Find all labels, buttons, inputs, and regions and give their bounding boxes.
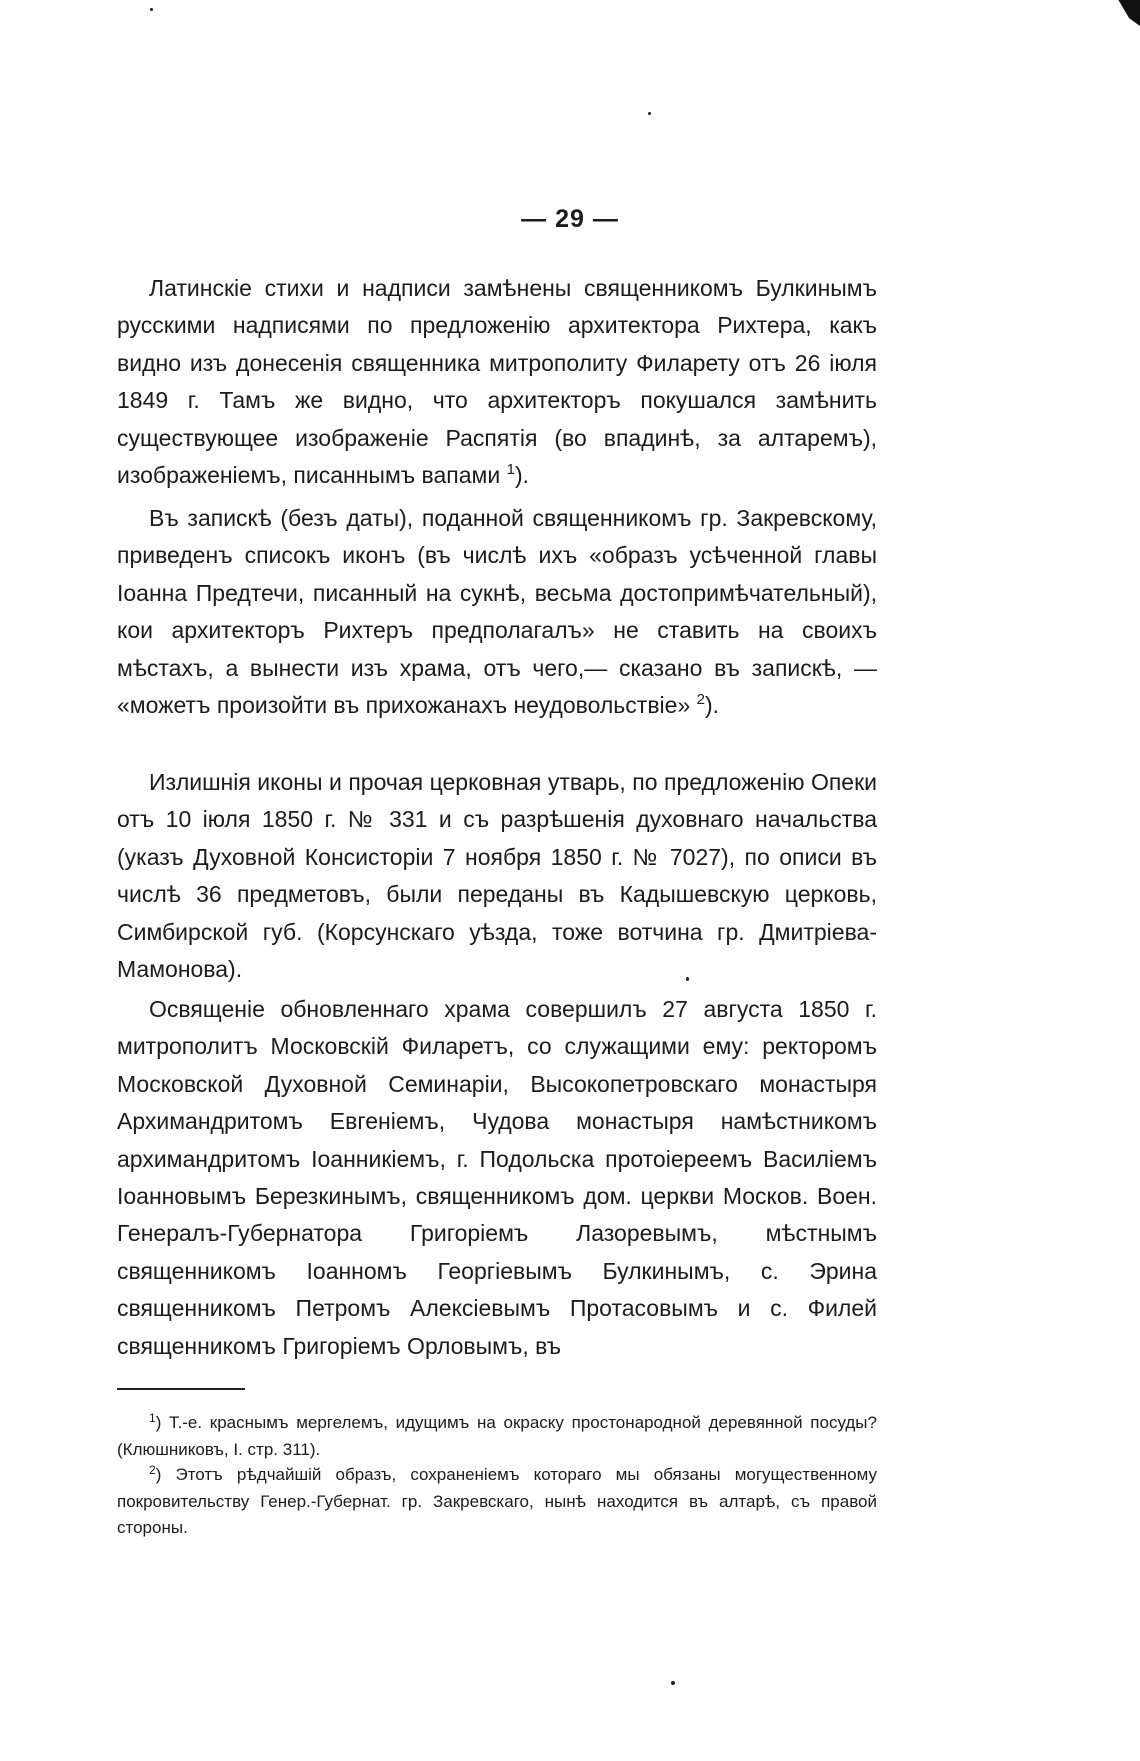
scan-speck	[150, 8, 153, 11]
footnote-1	[117, 1410, 877, 1463]
scan-speck	[648, 112, 651, 115]
paragraph-3	[117, 764, 877, 988]
paragraph-4	[117, 991, 877, 1365]
footnote-ref-close: ).	[514, 462, 529, 489]
page-number: — 29 —	[521, 205, 619, 233]
footnote-mark: 1	[149, 1411, 156, 1425]
footnote-2	[117, 1462, 877, 1542]
paragraph-text: Излишнія иконы и прочая церковная утварь, по предложенію Опеки отъ 10 іюля 1850 г. № 331 и съ разрѣшенія духовнаго начальства (указъ Духовной Консисторіи 7 ноября 1850 г. № 7027), по описи въ числѣ 36 предметовъ, были переданы въ Кадышевскую церковь, Симбирской губ. (Корсунскаго уѣзда, тоже вотчина гр. Дмитріева-Мамонова).	[117, 769, 877, 983]
footnote-ref-close: ).	[704, 692, 720, 719]
footnote-text: ) Этотъ рѣдчайшій образъ, сохраненіемъ котораго мы обязаны могущественному покровительству Генер.-Губернат. гр. Закревскаго, нынѣ находится въ алтарѣ, съ правой стороны.	[117, 1465, 877, 1537]
scan-speck	[671, 1681, 675, 1685]
paragraph-text: Латинскіе стихи и надписи замѣнены священникомъ Булкинымъ русскими надписями по предложенію архитектора Рихтера, какъ видно изъ донесенія священника митрополиту Филарету отъ 26 іюля 1849 г. Тамъ же видно, что архитекторъ покушался замѣнить существующее изображеніе Распятія (во впадинѣ, за алтаремъ), изображеніемъ, писаннымъ вапами	[117, 275, 877, 489]
paragraph-2	[117, 500, 877, 724]
paragraph-text: Въ запискѣ (безъ даты), поданной священникомъ гр. Закревскому, приведенъ списокъ иконъ (въ числѣ ихъ «образъ усѣченной главы Іоанна Предтечи, писанный на сукнѣ, весьма достопримѣчательный), кои архитекторъ Рихтеръ предполагалъ» не ставить на своихъ мѣстахъ, а вынести изъ храма, отъ чего,— сказано въ запискѣ, — «можетъ произойти въ прихожанахъ неудовольствіе»	[117, 505, 877, 719]
footnote-divider	[117, 1388, 245, 1390]
paragraph-1	[117, 270, 877, 494]
footnote-ref: 1	[506, 461, 515, 479]
scan-edge-mark	[1116, 0, 1140, 26]
footnote-ref: 2	[696, 691, 705, 709]
paragraph-text: Освященіе обновленнаго храма совершилъ 27 августа 1850 г. митрополитъ Московскій Филаретъ, со служащими ему: ректоромъ Московской Духовной Семинаріи, Высокопетровскаго монастыря Архимандритомъ Евгеніемъ, Чудова монастыря намѣстникомъ архимандритомъ Іоанникіемъ, г. Подольска протоіереемъ Василіемъ Іоанновымъ Березкинымъ, священникомъ дом. церкви Москов. Воен. Генералъ-Губернатора Григоріемъ Лазоревымъ, мѣстнымъ священникомъ Іоанномъ Георгіевымъ Булкинымъ, с. Эрина священникомъ Петромъ Алексіевымъ Протасовымъ и с. Филей священникомъ Григоріемъ Орловымъ, въ	[117, 996, 877, 1359]
footnote-mark: 2	[149, 1463, 156, 1477]
footnote-text: ) Т.-е. краснымъ мергелемъ, идущимъ на окраску простонародной деревянной посуды? (Клюшниковъ, I. стр. 311).	[117, 1413, 877, 1459]
